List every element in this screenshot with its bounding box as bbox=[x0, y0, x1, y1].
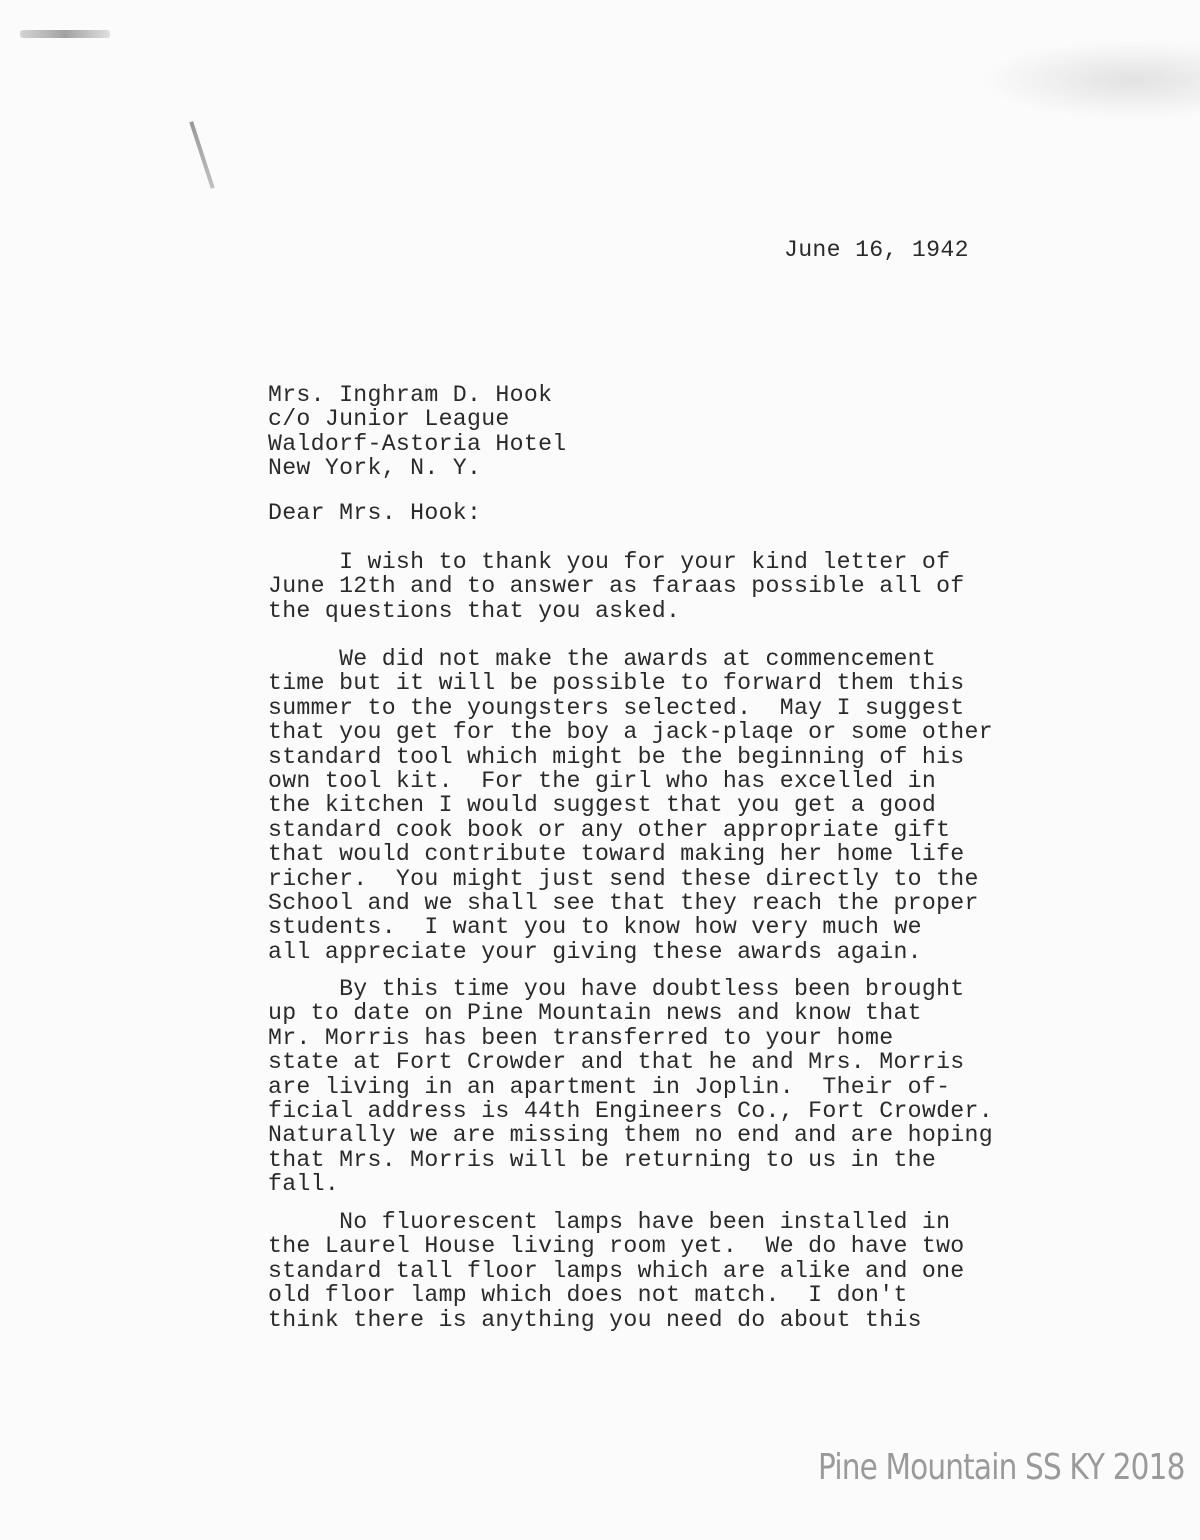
letter-date: June 16, 1942 bbox=[784, 237, 969, 263]
text-line: June 12th and to answer as faraas possible all of bbox=[268, 573, 965, 600]
paragraph-1 bbox=[268, 550, 965, 623]
paper-stray-mark bbox=[189, 121, 214, 189]
text-line: By this time you have doubtless been brought bbox=[268, 976, 965, 1002]
paragraph-2 bbox=[268, 647, 993, 964]
text-line: richer. You might just send these directly to the bbox=[268, 865, 979, 892]
text-line: think there is anything you need do about this bbox=[268, 1306, 922, 1333]
text-line: standard cook book or any other appropriate gift bbox=[268, 816, 951, 843]
address-line: New York, N. Y. bbox=[268, 455, 482, 482]
text-line: standard tool which might be the beginning of his bbox=[268, 743, 965, 770]
text-line: old floor lamp which does not match. I don't bbox=[268, 1282, 908, 1309]
text-line: I wish to thank you for your kind letter of bbox=[268, 549, 951, 575]
paper-corner-mark bbox=[20, 30, 110, 38]
salutation-text: Dear Mrs. Hook: bbox=[268, 500, 482, 526]
text-line: No fluorescent lamps have been installed in bbox=[268, 1209, 951, 1235]
text-line: all appreciate your giving these awards again. bbox=[268, 938, 922, 965]
text-line: School and we shall see that they reach the proper bbox=[268, 889, 979, 916]
address-line: Waldorf-Astoria Hotel bbox=[268, 430, 567, 457]
paragraph-4 bbox=[268, 1210, 965, 1332]
text-line: state at Fort Crowder and that he and Mrs. Morris bbox=[268, 1049, 965, 1076]
address-line: Mrs. Inghram D. Hook bbox=[268, 382, 553, 408]
text-line: that would contribute toward making her home life bbox=[268, 841, 965, 868]
address-line: c/o Junior League bbox=[268, 406, 510, 433]
text-line: that Mrs. Morris will be returning to us in the bbox=[268, 1146, 937, 1173]
text-line: up to date on Pine Mountain news and know that bbox=[268, 1000, 922, 1027]
text-line: time but it will be possible to forward them this bbox=[268, 670, 965, 697]
text-line: summer to the youngsters selected. May I suggest bbox=[268, 694, 965, 721]
text-line: fall. bbox=[268, 1171, 340, 1198]
text-line: standard tall floor lamps which are alike and one bbox=[268, 1257, 965, 1284]
text-line: ficial address is 44th Engineers Co., Fort Crowder. bbox=[268, 1097, 993, 1124]
text-line: We did not make the awards at commencement bbox=[268, 646, 937, 672]
text-line: that you get for the boy a jack-plaqe or some other bbox=[268, 719, 993, 746]
text-line: students. I want you to know how very much we bbox=[268, 914, 922, 941]
text-line: Naturally we are missing them no end and are hoping bbox=[268, 1122, 993, 1149]
paragraph-3 bbox=[268, 977, 993, 1197]
salutation bbox=[268, 501, 481, 525]
text-line: the questions that you asked. bbox=[268, 597, 681, 624]
text-line: the Laurel House living room yet. We do have two bbox=[268, 1233, 965, 1260]
watermark: Pine Mountain SS KY 2018 bbox=[818, 1447, 1185, 1488]
recipient-address bbox=[268, 383, 567, 481]
paper-shadow bbox=[980, 40, 1200, 120]
text-line: own tool kit. For the girl who has excelled in bbox=[268, 767, 937, 794]
text-line: are living in an apartment in Joplin. Their of- bbox=[268, 1073, 951, 1100]
text-line: Mr. Morris has been transferred to your home bbox=[268, 1024, 894, 1051]
text-line: the kitchen I would suggest that you get a good bbox=[268, 792, 937, 819]
